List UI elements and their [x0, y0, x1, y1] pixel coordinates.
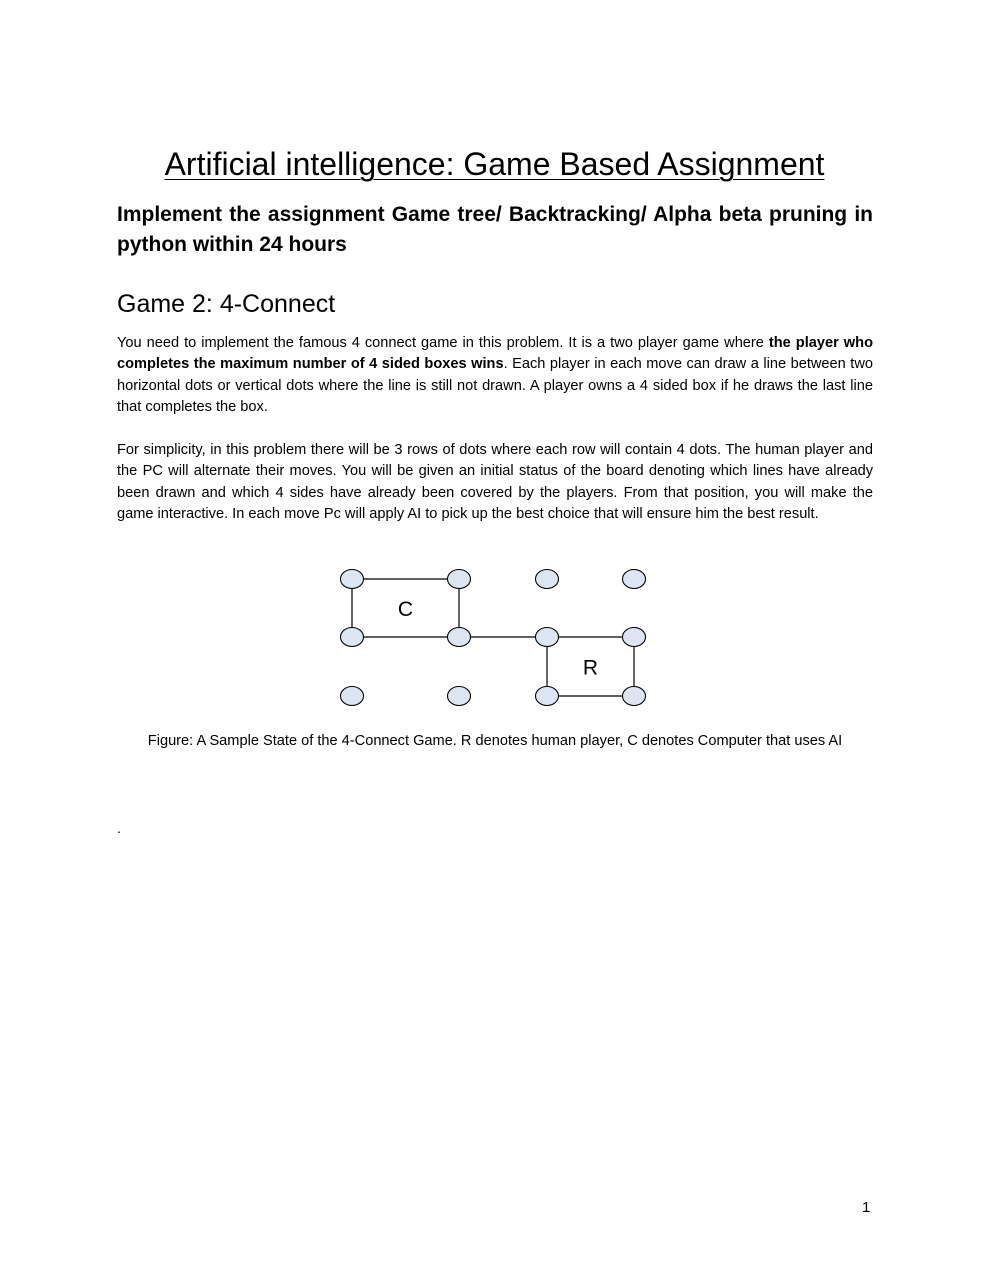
board-dot: [623, 628, 646, 647]
rules-win-condition: the player who completes the maximum number of 4 sided boxes wins: [117, 335, 873, 373]
rules-paragraph: [117, 333, 873, 419]
game-board-figure: [330, 560, 660, 715]
section-heading: Game 2: 4-Connect: [117, 290, 336, 318]
rules-text-start: You need to implement the famous 4 connect game in this problem. It is a two player game where: [117, 335, 769, 351]
board-dot: [536, 687, 559, 706]
box-owner-label: C: [397, 598, 414, 621]
stray-mark: .: [117, 820, 121, 836]
assignment-instruction: Implement the assignment Game tree/ Backtracking/ Alpha beta pruning in python within 24 hours: [117, 203, 873, 256]
box-owner-label: R: [582, 656, 599, 680]
board-dot: [623, 570, 646, 589]
board-dot: [341, 628, 364, 647]
board-dot: [341, 687, 364, 706]
board-dot: [448, 628, 471, 647]
page-number: 1: [862, 1199, 871, 1216]
board-dot: [623, 687, 646, 706]
board-dot: [536, 570, 559, 589]
board-dot: [341, 570, 364, 589]
page-title: Artificial intelligence: Game Based Assignment: [164, 146, 825, 182]
board-dot: [448, 570, 471, 589]
figure-caption: Figure: A Sample State of the 4-Connect Game. R denotes human player, C denotes Computer that uses AI: [147, 733, 843, 749]
board-dot: [448, 687, 471, 706]
rules-text-end: . Each player in each move can draw a line between two horizontal dots or vertical dots where the line is still not drawn. A player owns a 4 sided box if he draws the last line that completes the box.: [117, 356, 873, 416]
simplicity-paragraph: For simplicity, in this problem there will be 3 rows of dots where each row will contain 4 dots. The human player and the PC will alternate their moves. You will be given an initial status of the board denoting which lines have already been drawn and which 4 sides have already been covered by the players. From that position, you will make the game interactive. In each move Pc will apply AI to pick up the best choice that will ensure him the best result.: [117, 442, 873, 523]
board-dot: [536, 628, 559, 647]
